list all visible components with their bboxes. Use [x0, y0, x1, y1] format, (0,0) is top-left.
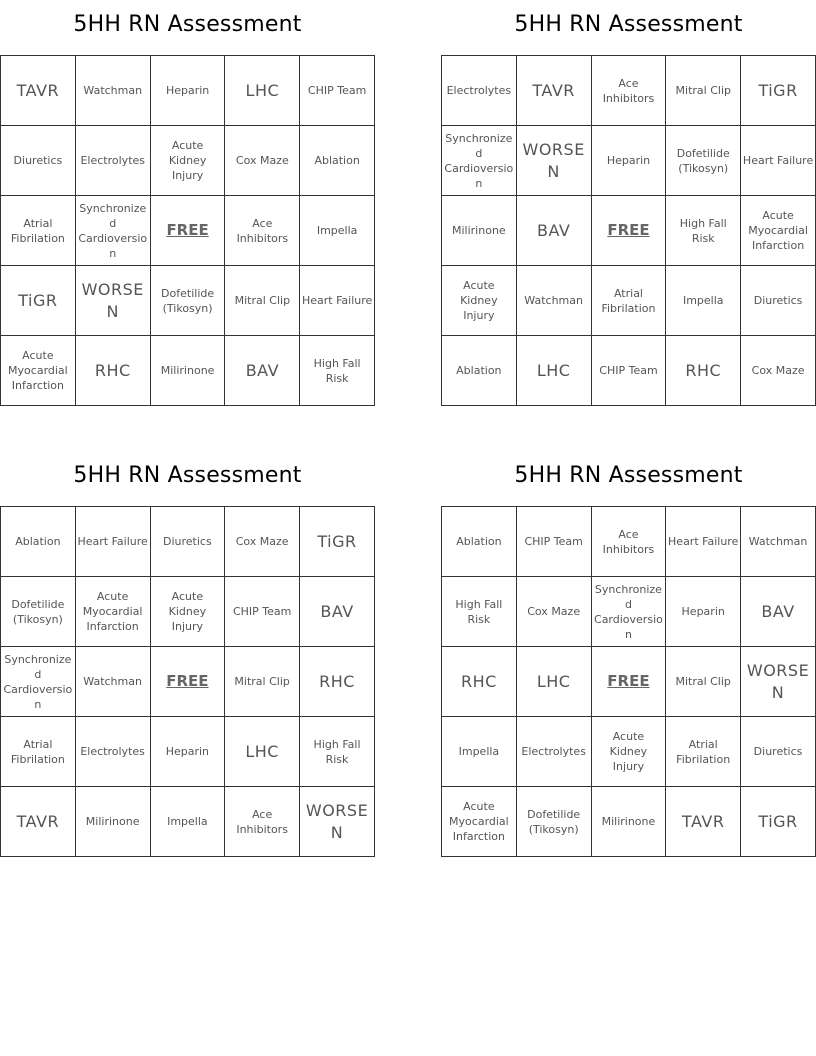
free-space-cell: FREE — [150, 196, 225, 266]
bingo-cell: Impella — [666, 266, 741, 336]
bingo-cell: WORSEN — [741, 647, 816, 717]
bingo-cell: WORSEN — [516, 126, 591, 196]
grid-row — [1, 266, 375, 336]
bingo-cell: Electrolytes — [442, 56, 517, 126]
card-title: 5HH RN Assessment — [73, 12, 302, 37]
grid-row — [1, 507, 375, 577]
free-space-cell: FREE — [150, 647, 225, 717]
bingo-cell: BAV — [741, 577, 816, 647]
bingo-cell: Heart Failure — [75, 507, 150, 577]
grid-row — [1, 717, 375, 787]
bingo-cell: CHIP Team — [225, 577, 300, 647]
bingo-cell: Cox Maze — [516, 577, 591, 647]
bingo-cell: Acute Myocardial Infarction — [442, 787, 517, 857]
bingo-cell: Mitral Clip — [666, 647, 741, 717]
bingo-cell: Electrolytes — [75, 717, 150, 787]
card-title: 5HH RN Assessment — [514, 12, 743, 37]
bingo-cell: Diuretics — [741, 717, 816, 787]
bingo-cell: RHC — [666, 336, 741, 406]
bingo-cell: High Fall Risk — [300, 336, 375, 406]
bingo-cell: Ace Inhibitors — [591, 56, 666, 126]
bingo-cell: Watchman — [75, 647, 150, 717]
bingo-cell: LHC — [225, 56, 300, 126]
bingo-cell: Impella — [300, 196, 375, 266]
bingo-cell: Heparin — [666, 577, 741, 647]
grid-row — [1, 56, 375, 126]
bingo-cell: LHC — [516, 647, 591, 717]
bingo-cell: Acute Kidney Injury — [150, 577, 225, 647]
grid-row — [442, 507, 816, 577]
bingo-cell: High Fall Risk — [666, 196, 741, 266]
bingo-cell: Milirinone — [591, 787, 666, 857]
bingo-cell: Heart Failure — [300, 266, 375, 336]
bingo-cell: Diuretics — [741, 266, 816, 336]
bingo-cell: BAV — [300, 577, 375, 647]
bingo-cell: Cox Maze — [225, 126, 300, 196]
grid-row — [442, 266, 816, 336]
grid-row — [442, 787, 816, 857]
free-space-cell: FREE — [591, 196, 666, 266]
bingo-cell: Ablation — [1, 507, 76, 577]
grid-row — [1, 126, 375, 196]
bingo-cell: Synchronized Cardioversion — [75, 196, 150, 266]
bingo-cell: Heparin — [591, 126, 666, 196]
bingo-cell: RHC — [442, 647, 517, 717]
bingo-cell: TAVR — [1, 787, 76, 857]
bingo-cell: Heparin — [150, 717, 225, 787]
bingo-cell: High Fall Risk — [300, 717, 375, 787]
bingo-cell: Atrial Fibrilation — [666, 717, 741, 787]
bingo-cell: Diuretics — [150, 507, 225, 577]
bingo-cell: Diuretics — [1, 126, 76, 196]
bingo-cell: Ablation — [442, 336, 517, 406]
bingo-cell: Acute Myocardial Infarction — [741, 196, 816, 266]
bingo-cell: Dofetilide (Tikosyn) — [666, 126, 741, 196]
bingo-cell: TAVR — [666, 787, 741, 857]
bingo-grid — [0, 506, 375, 857]
card-title: 5HH RN Assessment — [73, 463, 302, 488]
bingo-cell: CHIP Team — [516, 507, 591, 577]
bingo-cell: Impella — [442, 717, 517, 787]
bingo-cell: Watchman — [741, 507, 816, 577]
bingo-cell: Acute Kidney Injury — [591, 717, 666, 787]
bingo-grid — [441, 506, 816, 857]
bingo-cell: TiGR — [1, 266, 76, 336]
bingo-cell: Cox Maze — [741, 336, 816, 406]
bingo-cell: TiGR — [741, 56, 816, 126]
bingo-cell: BAV — [225, 336, 300, 406]
bingo-cell: Synchronized Cardioversion — [1, 647, 76, 717]
bingo-cell: Ace Inhibitors — [591, 507, 666, 577]
bingo-cell: Atrial Fibrilation — [1, 196, 76, 266]
bingo-cell: RHC — [300, 647, 375, 717]
grid-row — [442, 647, 816, 717]
bingo-cell: Impella — [150, 787, 225, 857]
bingo-cell: Milirinone — [150, 336, 225, 406]
bingo-cell: TAVR — [1, 56, 76, 126]
bingo-cell: Acute Kidney Injury — [150, 126, 225, 196]
bingo-cell: Synchronized Cardioversion — [591, 577, 666, 647]
grid-row — [442, 717, 816, 787]
bingo-grid — [0, 55, 375, 406]
bingo-cell: Electrolytes — [516, 717, 591, 787]
bingo-cell: Ace Inhibitors — [225, 787, 300, 857]
grid-row — [1, 336, 375, 406]
grid-row — [442, 577, 816, 647]
card-title: 5HH RN Assessment — [514, 463, 743, 488]
bingo-cell: CHIP Team — [300, 56, 375, 126]
bingo-cell: Acute Myocardial Infarction — [75, 577, 150, 647]
bingo-cell: BAV — [516, 196, 591, 266]
bingo-cell: Mitral Clip — [225, 647, 300, 717]
bingo-cell: Acute Myocardial Infarction — [1, 336, 76, 406]
bingo-cell: Heparin — [150, 56, 225, 126]
grid-row — [1, 647, 375, 717]
bingo-cell: High Fall Risk — [442, 577, 517, 647]
bingo-cell: Mitral Clip — [225, 266, 300, 336]
grid-row — [442, 336, 816, 406]
grid-row — [442, 56, 816, 126]
bingo-cell: Ace Inhibitors — [225, 196, 300, 266]
bingo-cell: Heart Failure — [741, 126, 816, 196]
bingo-cell: Milirinone — [75, 787, 150, 857]
bingo-cell: Dofetilide (Tikosyn) — [150, 266, 225, 336]
bingo-cell: Watchman — [75, 56, 150, 126]
bingo-grid — [441, 55, 816, 406]
free-space-cell: FREE — [591, 647, 666, 717]
bingo-cell: Watchman — [516, 266, 591, 336]
grid-row — [1, 787, 375, 857]
bingo-cell: Cox Maze — [225, 507, 300, 577]
bingo-cell: Ablation — [300, 126, 375, 196]
bingo-cell: Ablation — [442, 507, 517, 577]
grid-row — [442, 126, 816, 196]
bingo-cell: Dofetilide (Tikosyn) — [516, 787, 591, 857]
bingo-cell: Atrial Fibrilation — [591, 266, 666, 336]
bingo-cell: CHIP Team — [591, 336, 666, 406]
bingo-cell: Acute Kidney Injury — [442, 266, 517, 336]
bingo-cell: LHC — [225, 717, 300, 787]
bingo-cell: Mitral Clip — [666, 56, 741, 126]
grid-row — [1, 577, 375, 647]
bingo-cell: Milirinone — [442, 196, 517, 266]
bingo-cell: Dofetilide (Tikosyn) — [1, 577, 76, 647]
bingo-cell: TAVR — [516, 56, 591, 126]
bingo-cell: WORSEN — [75, 266, 150, 336]
bingo-cell: Heart Failure — [666, 507, 741, 577]
grid-row — [442, 196, 816, 266]
grid-row — [1, 196, 375, 266]
bingo-cell: RHC — [75, 336, 150, 406]
bingo-cell: Electrolytes — [75, 126, 150, 196]
bingo-cell: LHC — [516, 336, 591, 406]
bingo-cell: Synchronized Cardioversion — [442, 126, 517, 196]
bingo-cell: TiGR — [741, 787, 816, 857]
bingo-cell: Atrial Fibrilation — [1, 717, 76, 787]
bingo-cell: TiGR — [300, 507, 375, 577]
bingo-cell: WORSEN — [300, 787, 375, 857]
